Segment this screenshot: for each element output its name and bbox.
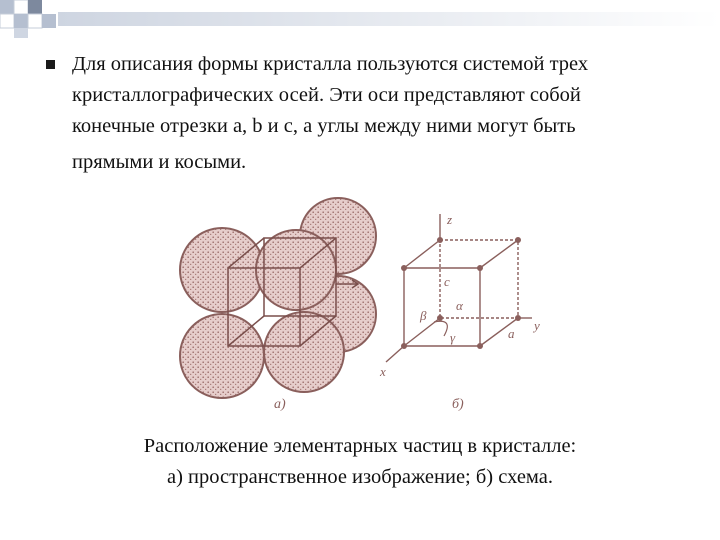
body-line: Для описания формы кристалла пользуются системой трех bbox=[72, 53, 589, 75]
vertex-point bbox=[515, 315, 521, 321]
axis-label-z: z bbox=[447, 212, 453, 227]
body-line: конечные отрезки a, b и c, а углы между ними могут быть bbox=[72, 115, 576, 137]
axis-label-y: y bbox=[534, 318, 540, 333]
header-square bbox=[28, 14, 42, 28]
sphere-packing-diagram bbox=[180, 198, 376, 398]
crystal-figure bbox=[172, 196, 544, 418]
caption-line-2: а) пространственное изображение; б) схема. bbox=[167, 466, 553, 488]
sphere bbox=[180, 228, 264, 312]
header-square bbox=[14, 0, 28, 14]
body-paragraph bbox=[72, 49, 692, 178]
vertex-point bbox=[401, 265, 407, 271]
figure-caption bbox=[60, 431, 660, 493]
angle-label-gamma: γ bbox=[450, 330, 456, 345]
bullet-marker bbox=[46, 60, 55, 69]
axis-points bbox=[401, 237, 521, 349]
body-line: кристаллографических осей. Эти оси представляют собой bbox=[72, 84, 581, 106]
body-line: прямыми и косыми. bbox=[72, 151, 247, 173]
vertex-point bbox=[437, 315, 443, 321]
header-decoration bbox=[0, 0, 720, 40]
angle-label-beta: β bbox=[420, 308, 427, 323]
sphere bbox=[256, 230, 336, 310]
caption-line-1: Расположение элементарных частиц в кристалле: bbox=[143, 435, 577, 457]
vertex-point bbox=[401, 343, 407, 349]
header-square bbox=[0, 14, 14, 28]
vertex-point bbox=[437, 237, 443, 243]
vertex-point bbox=[477, 343, 483, 349]
edge-label-c: c bbox=[444, 274, 450, 289]
header-square bbox=[42, 14, 56, 28]
angle-label-alpha: α bbox=[456, 298, 463, 313]
vertex-point bbox=[477, 265, 483, 271]
header-square bbox=[0, 0, 14, 14]
header-gradient-bar bbox=[58, 12, 720, 26]
edge-label-a: a bbox=[508, 326, 515, 341]
header-square bbox=[14, 14, 28, 28]
header-square bbox=[14, 28, 28, 38]
vertex-point bbox=[515, 237, 521, 243]
label-a: a) bbox=[274, 397, 286, 412]
label-b: б) bbox=[452, 397, 464, 412]
axis-label-x: x bbox=[380, 364, 386, 379]
header-square bbox=[28, 0, 42, 14]
sphere bbox=[264, 312, 344, 392]
